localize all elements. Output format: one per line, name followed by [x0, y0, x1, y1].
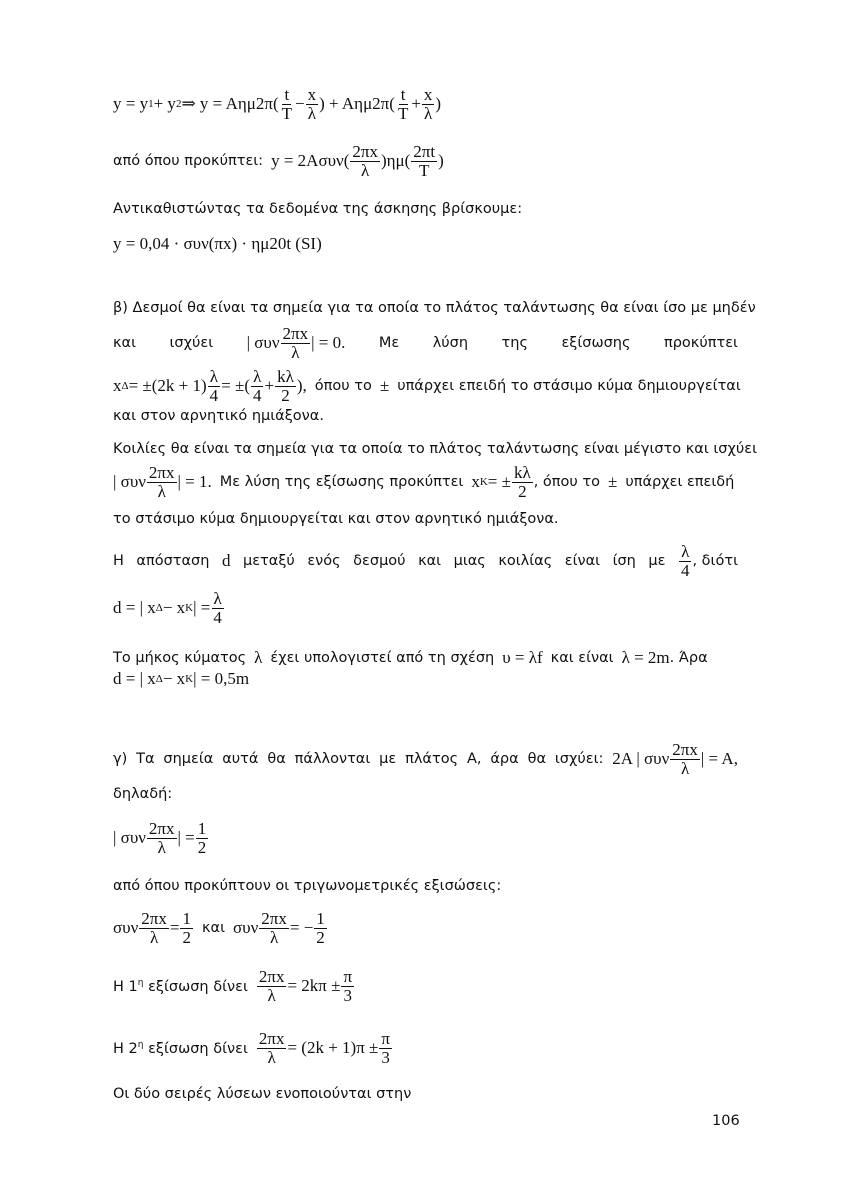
node-positions-line: x Δ = ±(2k + 1) $\frac{\lambda}{4}$ = ±( $\frac{\lambda}{4}$ + $\frac{k\lambda}{2}$ ), όπου το ± υπάρχει επειδή το στάσιμο κύμα δημιουργείται — [113, 367, 741, 405]
distance-result: d = | x Δ − x K | = 0,5m — [113, 669, 250, 688]
part-b-line-5: Κοιλίες θα είναι τα σημεία για τα οποία το πλάτος ταλάντωσης είναι μέγιστο και ισχύει — [113, 441, 757, 457]
part-b-line-4: και στον αρνητικό ημιάξονα. — [113, 408, 324, 424]
distance-equation: d = | x Δ − x K | = $\frac{\lambda}{4}$ — [113, 589, 222, 627]
part-c-last-line: Οι δύο σειρές λύσεων ενοποιούνται στην — [113, 1086, 412, 1102]
wavelength-line: Το μήκος κύματος λ έχει υπολογιστεί από τη σχέση υ = λf και είναι λ = 2m . Άρα — [113, 648, 708, 667]
standing-wave-equation: από όπου προκύπτει: y = 2Aσυν( $\frac{2\pi x}{\lambda}$ )ημ( $\frac{2\pi t}{T}$ ) — [113, 142, 444, 180]
abs-half-equation: | συν $\frac{2\pi x}{\lambda}$ | = $\frac{1}{2}$ — [113, 819, 207, 857]
antinode-positions-line: | συν $\frac{2\pi x}{\lambda}$ | = 1. Με λύση της εξίσωσης προκύπτει x K = ± $\frac{k\lambda}{2}$ , όπου το ± υπάρχει επειδή — [113, 463, 735, 501]
part-c-line-2: δηλαδή: — [113, 786, 173, 802]
first-equation-solution: Η $1^\eta$ εξίσωση δίνει $\frac{2\pi x}{\lambda}$ = 2kπ ± $\frac{\pi}{3}$ — [113, 967, 353, 1005]
page-number: 106 — [712, 1113, 740, 1129]
substitution-text: Αντικαθιστώντας τα δεδομένα της άσκησης βρίσκουμε: — [113, 201, 523, 217]
part-b-line-1: β) Δεσμοί θα είναι τα σημεία για τα οποία το πλάτος ταλάντωσης θα είναι ίσο με μηδέν — [113, 300, 756, 316]
part-b-line-6: το στάσιμο κύμα δημιουργείται και στον αρνητικό ημιάξονα. — [113, 511, 559, 527]
distance-line: Η απόσταση d μεταξύ ενός δεσμού και μιας κοιλίας είναι ίση με $\frac{\lambda}{4}$ , διότι — [113, 542, 738, 580]
part-c-line-1: γ) Τα σημεία αυτά θα πάλλονται με πλάτος Α, άρα θα ισχύει: 2A | συν $\frac{2\pi x}{\lambda}$ | = A, — [113, 740, 738, 778]
second-equation-solution: Η $2^\eta$ εξίσωση δίνει $\frac{2\pi x}{\lambda}$ = (2k + 1)π ± $\frac{\pi}{3}$ — [113, 1029, 390, 1067]
numeric-equation: y = 0,04 · συν(πx) · ημ20t (SI) — [113, 234, 322, 253]
trig-equations: συν $\frac{2\pi x}{\lambda}$ = $\frac{1}{2}$ και συν $\frac{2\pi x}{\lambda}$ = − $\frac{1}{2}$ — [113, 909, 325, 947]
part-c-line-3: από όπου προκύπτουν οι τριγωνομετρικές εξισώσεις: — [113, 878, 502, 894]
wave-sum-equation: y = y 1 + y 2 ⇒ y = Aημ2π( $\frac{t}{T}$ − $\frac{x}{\lambda}$ ) + Aημ2π( $\frac{t}{T}$ + $\frac{x}{\lambda}$ ) — [113, 85, 442, 123]
part-b-line-2: και ισχύει | συν $\frac{2\pi x}{\lambda}$ | = 0. Με λύση της εξίσωσης προκύπτει — [113, 324, 738, 362]
